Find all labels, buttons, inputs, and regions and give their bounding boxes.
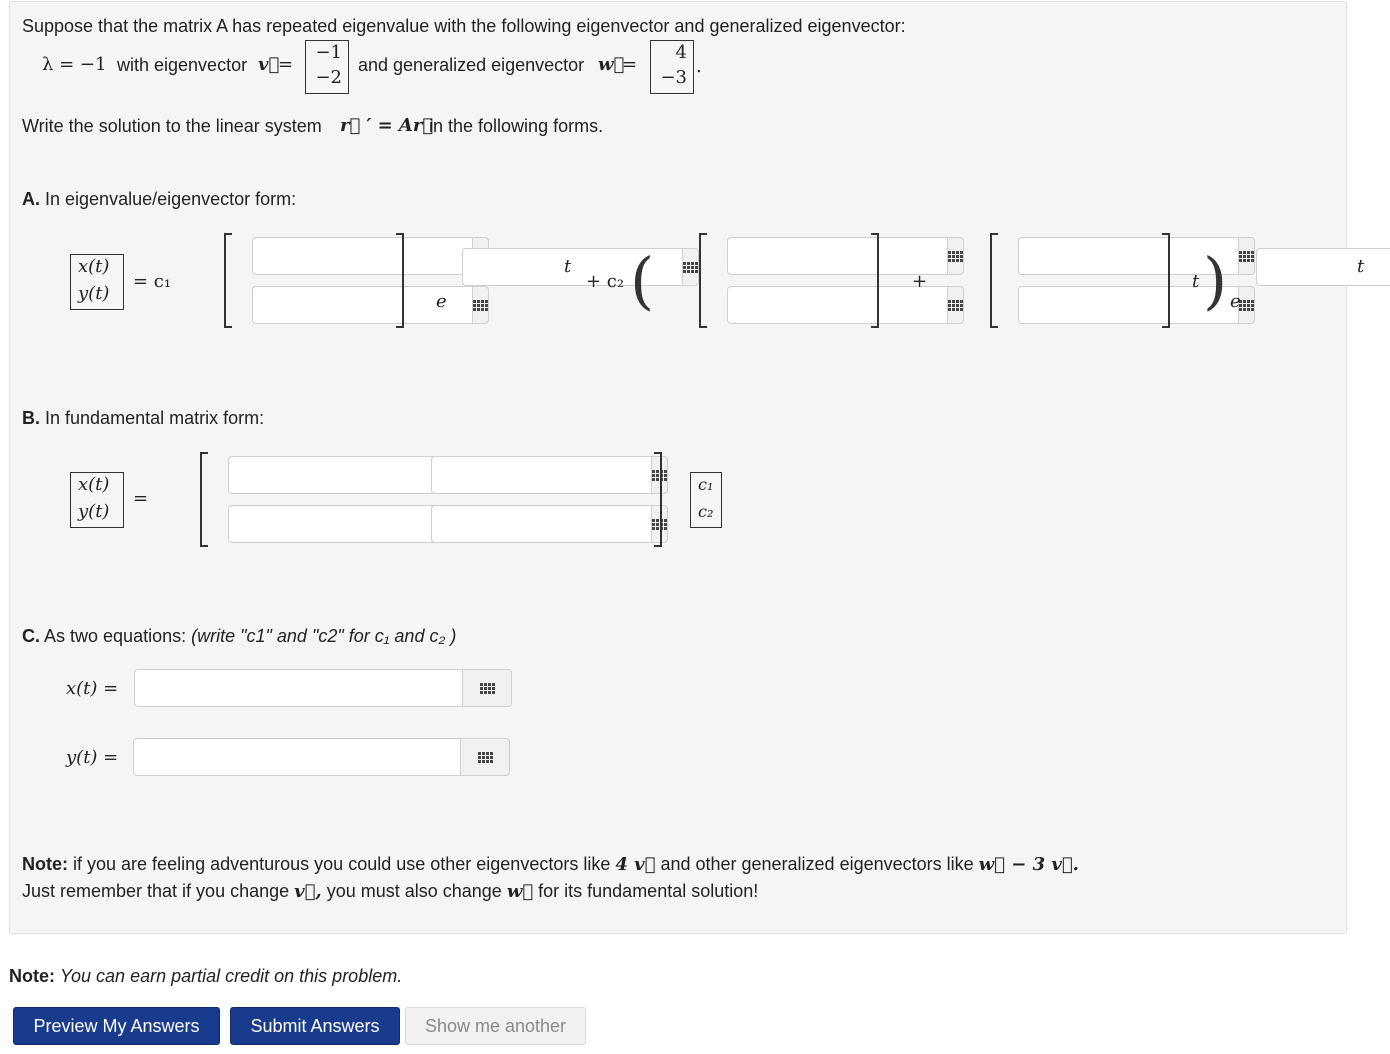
- equals-sign-2: =: [622, 54, 638, 75]
- v-component-2: −2: [315, 67, 342, 88]
- answer-b-22[interactable]: [431, 505, 608, 543]
- answer-b-11[interactable]: [228, 456, 405, 494]
- note-example-1: 4 v⃗: [615, 854, 656, 875]
- partial-credit-note: [9, 965, 402, 987]
- eigenvector-matrix: [305, 40, 349, 94]
- bracket-left-a3: [990, 233, 998, 328]
- bracket-right-b: [654, 452, 662, 547]
- answer-b-12-input[interactable]: [431, 456, 651, 494]
- bracket-right-a2: [871, 233, 879, 328]
- answer-a-v2[interactable]: [252, 286, 349, 324]
- exp-e-2: e: [1230, 291, 1241, 312]
- show-another-button[interactable]: Show me another: [405, 1007, 586, 1045]
- note-line2-post: for its fundamental solution!: [538, 881, 759, 901]
- part-c-heading: [22, 625, 456, 647]
- bracket-left-b: [200, 452, 208, 547]
- answer-c-x-input[interactable]: [134, 669, 462, 707]
- part-b-label: B.: [22, 408, 40, 428]
- equals-sign-b: =: [133, 488, 149, 509]
- note-example-2: w⃗ − 3 v⃗.: [978, 854, 1079, 875]
- grid-icon: [1239, 251, 1254, 262]
- grid-icon: [948, 251, 963, 262]
- y-equation-label: y(t) =: [66, 747, 119, 768]
- part-c-text: As two equations:: [44, 626, 187, 646]
- grid-icon: [473, 300, 488, 311]
- preview-answers-button[interactable]: Preview My Answers: [13, 1007, 220, 1045]
- equals-c1: = c₁: [133, 271, 172, 292]
- problem-panel: [9, 1, 1347, 934]
- answer-c-y-input[interactable]: [133, 738, 460, 776]
- answer-c-y[interactable]: [133, 738, 510, 776]
- note-line2-mid: you must also change: [326, 881, 502, 901]
- part-b-lhs-vector: [70, 472, 124, 528]
- note-label: Note:: [22, 854, 68, 874]
- generalized-eigenvector-matrix: [650, 40, 694, 94]
- system-equation: r⃗ ′ = Ar⃗: [340, 115, 434, 136]
- answer-b-21[interactable]: [228, 505, 405, 543]
- bracket-right-a3: [1162, 233, 1170, 328]
- period: .: [696, 56, 702, 77]
- t-exponent-2: t: [1357, 256, 1365, 277]
- answer-a-v1-input[interactable]: [252, 237, 472, 275]
- partial-credit-label: Note:: [9, 966, 55, 986]
- grid-icon: [478, 752, 493, 763]
- part-a-label: A.: [22, 189, 40, 209]
- y-of-t: y(t): [78, 501, 110, 522]
- answer-a-v1[interactable]: [252, 237, 349, 275]
- t-exponent-1: t: [564, 256, 572, 277]
- answer-b-11-input[interactable]: [228, 456, 448, 494]
- v-component-1: −1: [315, 42, 342, 63]
- answer-a-exp2[interactable]: [1256, 248, 1352, 286]
- y-of-t: y(t): [78, 283, 110, 304]
- note-adventurous: [22, 853, 1079, 876]
- grid-icon: [1239, 300, 1254, 311]
- part-c-label: C.: [22, 626, 40, 646]
- plus-c2: + c₂: [586, 271, 625, 292]
- answer-a-u1-palette-button[interactable]: [1238, 237, 1255, 275]
- grid-icon: [948, 300, 963, 311]
- x-of-t: x(t): [78, 256, 110, 277]
- part-a-heading: [22, 188, 296, 210]
- part-a-text: In eigenvalue/eigenvector form:: [45, 189, 297, 209]
- plus-sign: +: [912, 271, 928, 292]
- c2-entry: c₂: [698, 502, 714, 521]
- answer-a-u2[interactable]: [1018, 286, 1115, 324]
- answer-c-y-palette-button[interactable]: [460, 738, 510, 776]
- submit-answers-button[interactable]: Submit Answers: [230, 1007, 400, 1045]
- part-b-heading: [22, 407, 264, 429]
- answer-a-w1-input[interactable]: [727, 237, 947, 275]
- problem-statement: Suppose that the matrix A has repeated eigenvalue with the following eigenvector and generalized eigenvector:: [22, 16, 906, 36]
- answer-c-x[interactable]: [134, 669, 512, 707]
- write-solution-text: Write the solution to the linear system: [22, 116, 322, 136]
- answer-b-12[interactable]: [431, 456, 608, 494]
- paren-open: (: [630, 244, 655, 317]
- constants-vector: [690, 472, 722, 528]
- answer-b-22-input[interactable]: [431, 505, 651, 543]
- grid-icon: [480, 683, 495, 694]
- eigenvalue: λ = −1: [42, 54, 107, 75]
- note-remember: [22, 880, 758, 903]
- partial-credit-text: You can earn partial credit on this problem.: [60, 966, 403, 986]
- x-equation-label: x(t) =: [66, 678, 119, 699]
- answer-a-exp1-palette-button[interactable]: [682, 248, 699, 286]
- exp-e-1: e: [436, 291, 447, 312]
- w-component-2: −3: [660, 67, 687, 88]
- following-forms-text: in the following forms.: [429, 116, 604, 136]
- answer-a-u1[interactable]: [1018, 237, 1115, 275]
- answer-a-exp1[interactable]: [462, 248, 558, 286]
- w-component-1: 4: [675, 42, 687, 63]
- answer-a-w2[interactable]: [727, 286, 824, 324]
- part-a-lhs-vector: [70, 254, 124, 310]
- note-text-1: if you are feeling adventurous you could use other eigenvectors like: [73, 854, 611, 874]
- note-text-2: and other generalized eigenvectors like: [660, 854, 974, 874]
- note-w: w⃗: [506, 881, 534, 902]
- and-generalized-text: and generalized eigenvector: [358, 55, 585, 75]
- note-line2-pre: Just remember that if you change: [22, 881, 290, 901]
- bracket-left-a2: [699, 233, 707, 328]
- answer-a-w1-palette-button[interactable]: [947, 237, 964, 275]
- t-multiplier: t: [1192, 271, 1200, 292]
- w-symbol: w⃗: [598, 54, 625, 75]
- grid-icon: [683, 262, 698, 273]
- x-of-t: x(t): [78, 474, 110, 495]
- answer-a-w2-palette-button[interactable]: [947, 286, 964, 324]
- answer-b-21-input[interactable]: [228, 505, 448, 543]
- answer-a-v2-palette-button[interactable]: [472, 286, 489, 324]
- v-symbol: v⃗: [258, 54, 280, 75]
- part-c-hint: (write "c1" and "c2" for c₁ and c₂ ): [191, 626, 457, 646]
- paren-close: ): [1203, 244, 1228, 317]
- note-v: v⃗,: [294, 881, 322, 902]
- answer-a-exp2-input[interactable]: [1256, 248, 1390, 286]
- c1-entry: c₁: [698, 475, 714, 494]
- answer-a-w1[interactable]: [727, 237, 824, 275]
- equals-sign: =: [278, 54, 294, 75]
- bracket-right-a1: [396, 233, 404, 328]
- part-b-text: In fundamental matrix form:: [45, 408, 265, 428]
- answer-c-x-palette-button[interactable]: [462, 669, 512, 707]
- with-eigenvector-text: with eigenvector: [117, 55, 248, 75]
- bracket-left-a1: [224, 233, 232, 328]
